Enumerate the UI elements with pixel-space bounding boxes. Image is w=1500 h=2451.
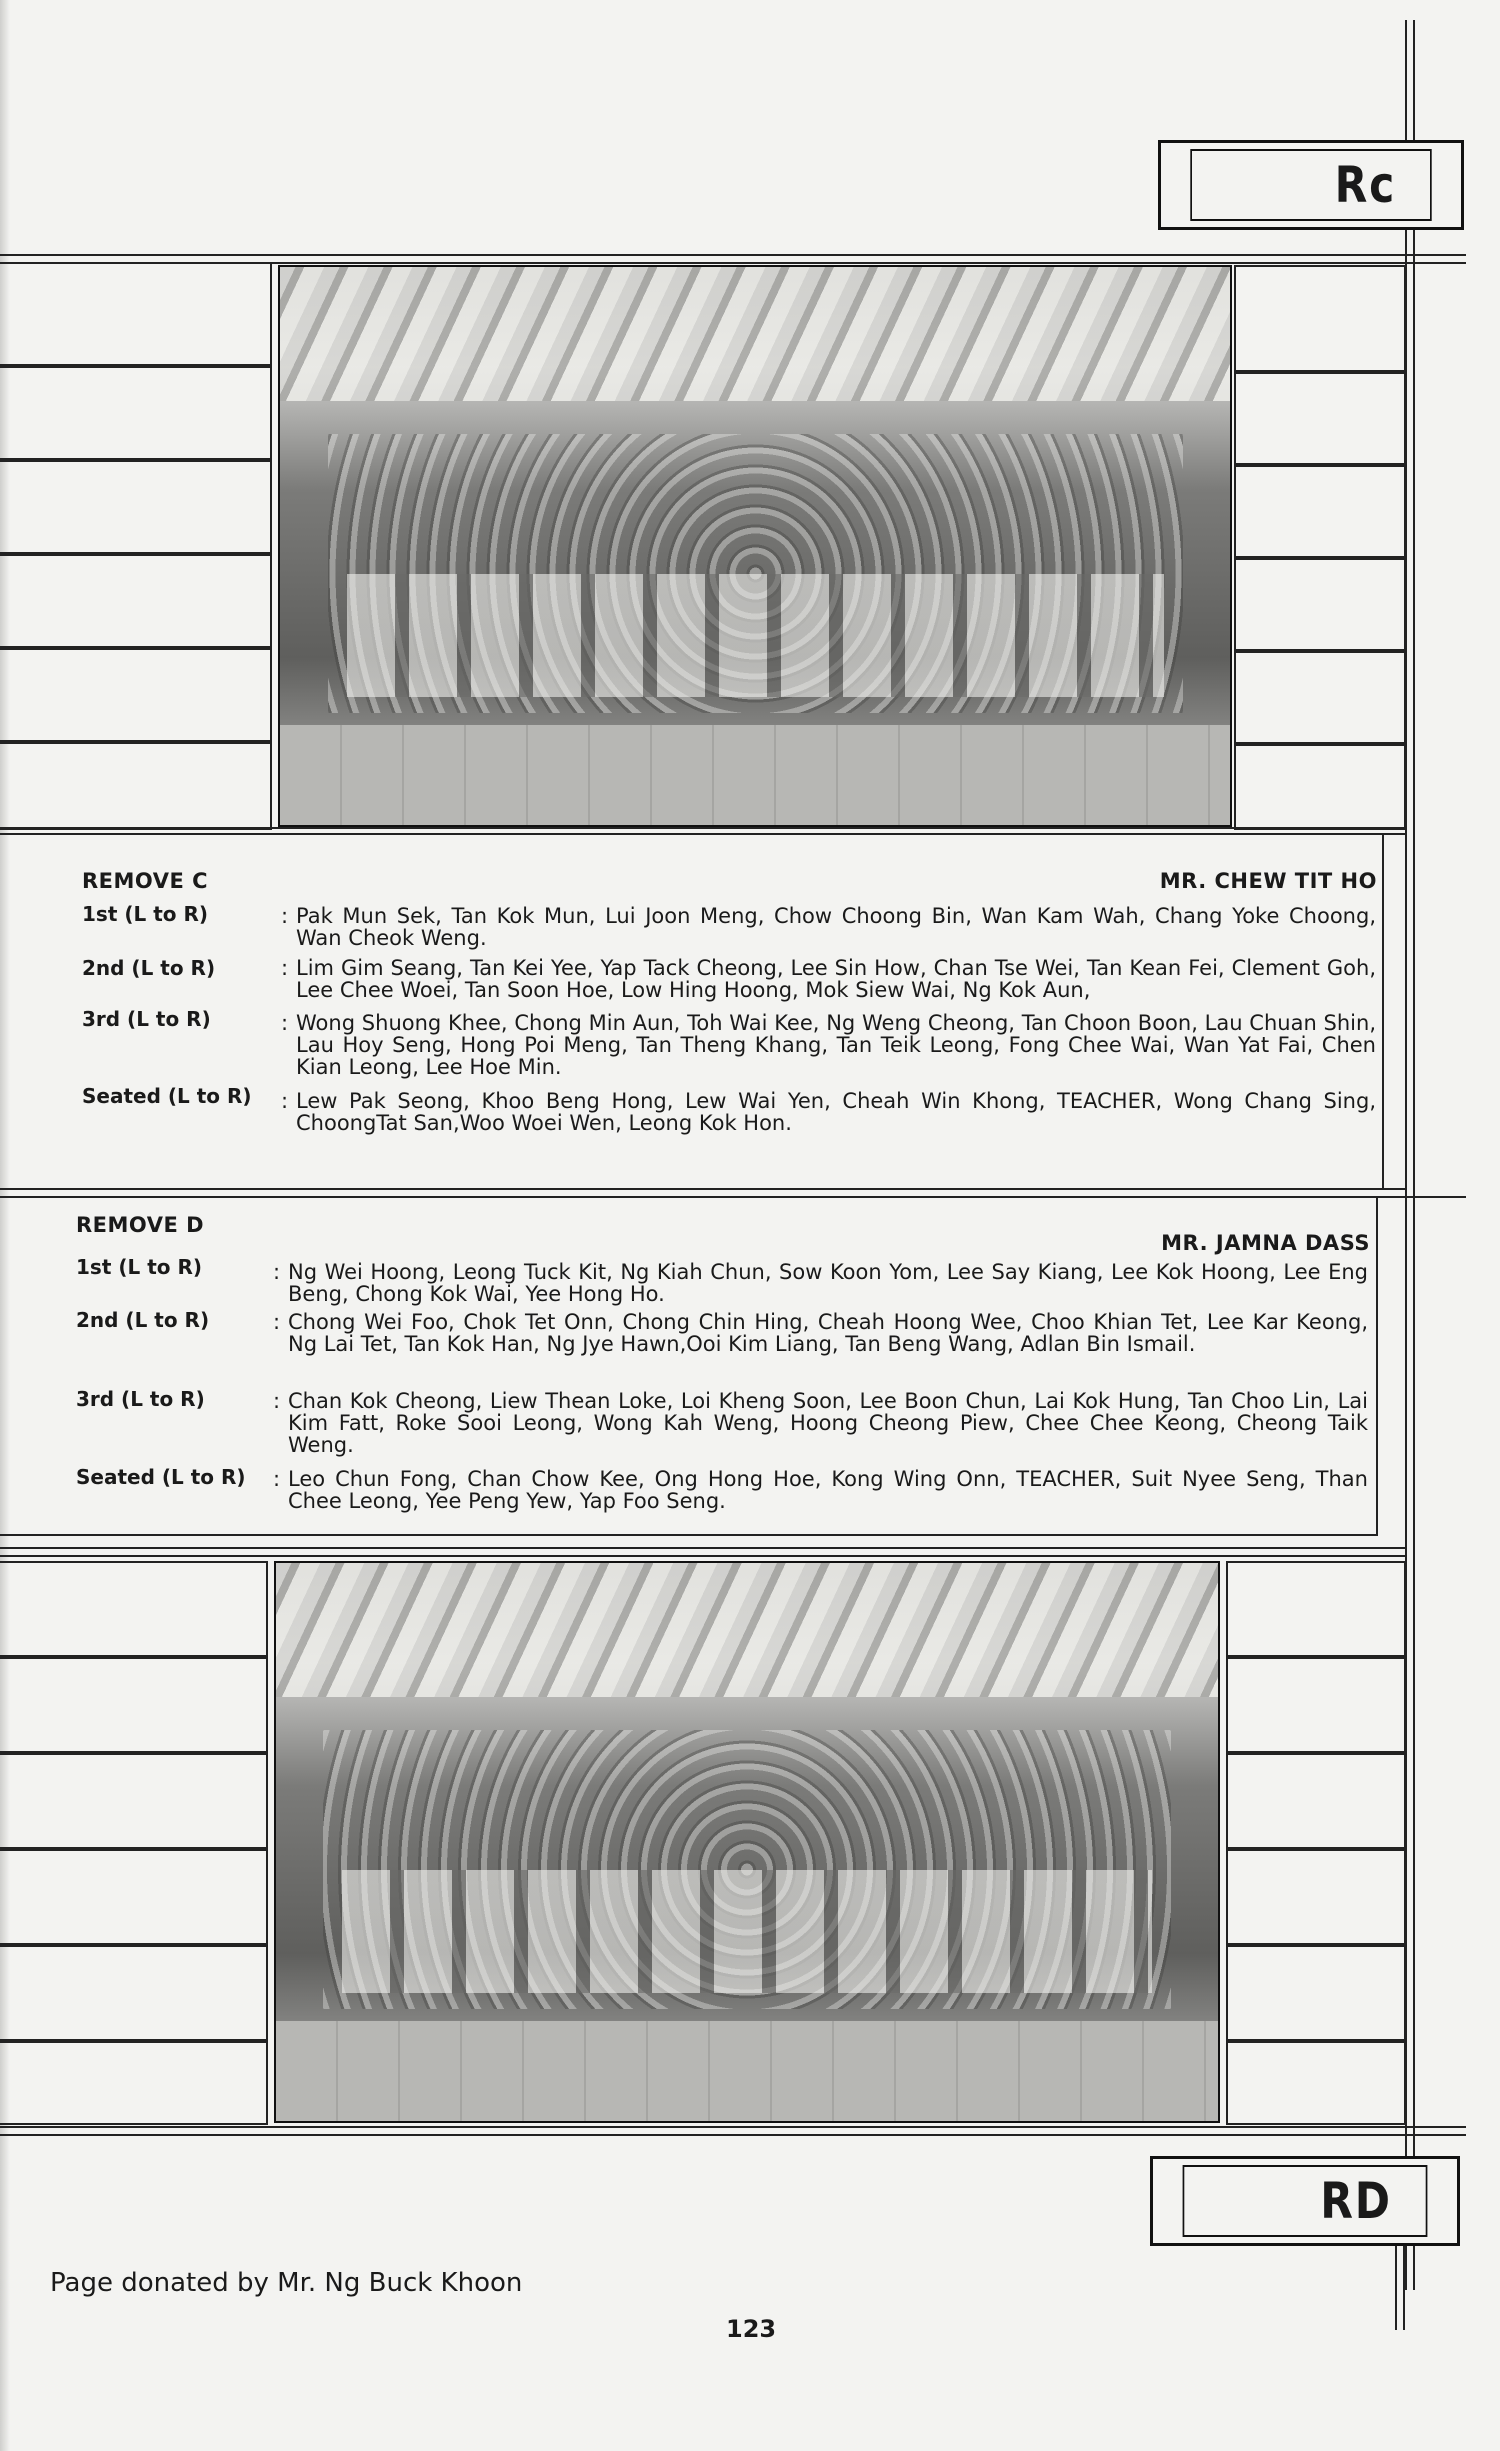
section-d-text-bottom-rule (0, 1547, 1406, 1549)
row-label: 1st (L to R) (76, 1255, 202, 1279)
row-names: : Chan Kok Cheong, Liew Thean Loke, Loi Kheng Soon, Lee Boon Chun, Lai Kok Hung, Tan Choo Lin, Lai Kim Fatt, Roke Sooi Leong, Wong Kah Weng, Hoong Cheong Piew, Chee Chee Keong, Cheong Taik Weng. (288, 1390, 1368, 1456)
class-tag-rd-label: RD (1183, 2165, 1428, 2237)
class-photo-remove-d (274, 1561, 1220, 2123)
top-vertical-rule-2 (1413, 20, 1415, 140)
bottom-vertical-rule (1395, 2246, 1397, 2330)
photo-caption-box (0, 460, 272, 554)
photo-caption-box (1234, 265, 1406, 372)
photo-caption-box (1234, 372, 1406, 465)
row-names: : Lim Gim Seang, Tan Kei Yee, Yap Tack Cheong, Lee Sin How, Chan Tse Wei, Tan Kean Fei, Clement Goh, Lee Chee Woei, Tan Soon Hoe, Low Hing Hoong, Mok Siew Wai, Ng Kok Aun, (296, 957, 1376, 1001)
donation-note: Page donated by Mr. Ng Buck Khoon (50, 2268, 523, 2298)
photo-caption-box (0, 648, 272, 742)
photo-caption-box (1234, 465, 1406, 558)
section-divider (0, 1188, 1406, 1190)
class-tag-rc (1158, 140, 1464, 230)
section-d-text-bottom-rule-2 (0, 1555, 1406, 1557)
photo-caption-box (0, 742, 272, 830)
photo-caption-box (0, 262, 272, 366)
row-label: 3rd (L to R) (82, 1007, 211, 1031)
row-label: 2nd (L to R) (82, 956, 216, 980)
row-names: : Wong Shuong Khee, Chong Min Aun, Toh Wai Kee, Ng Weng Cheong, Tan Choon Boon, Lau Chuan Shin, Lau Hoy Seng, Hong Poi Meng, Tan Theng Khang, Tan Teik Leong, Fong Chee Wai, Wan Yat Fai, Chen Kian Leong, Lee Hoe Min. (296, 1012, 1376, 1078)
class-tag-rc-label: Rc (1190, 149, 1431, 221)
row-names: : Leo Chun Fong, Chan Chow Kee, Ong Hong Hoe, Kong Wing Onn, TEACHER, Suit Nyee Seng, Than Chee Leong, Yee Peng Yew, Yap Foo Seng. (288, 1468, 1368, 1512)
photo-caption-box (0, 1657, 268, 1753)
photo-caption-box (1226, 1753, 1406, 1849)
teacher-name-c: MR. CHEW TIT HO (1159, 869, 1377, 893)
photo-caption-box (1234, 744, 1406, 830)
page-number: 123 (726, 2315, 777, 2343)
class-tag-rd (1150, 2156, 1460, 2246)
photo-caption-box (1226, 2041, 1406, 2125)
photo-caption-box (1226, 1561, 1406, 1657)
photo-caption-box (0, 366, 272, 460)
row-names: : Pak Mun Sek, Tan Kok Mun, Lui Joon Meng, Chow Choong Bin, Wan Kam Wah, Chang Yoke Choong, Wan Cheok Weng. (296, 905, 1376, 949)
section-d-photo-bottom-rule (0, 2126, 1466, 2128)
row-label: 1st (L to R) (82, 902, 208, 926)
top-vertical-rule (1405, 20, 1407, 140)
photo-caption-box (0, 554, 272, 648)
photo-caption-box (1234, 651, 1406, 744)
row-label: 3rd (L to R) (76, 1387, 205, 1411)
photo-caption-box (1234, 558, 1406, 651)
photo-caption-box (1226, 1945, 1406, 2041)
bottom-vertical-rule-2 (1403, 2246, 1405, 2330)
row-label: 2nd (L to R) (76, 1308, 210, 1332)
photo-caption-box (0, 1945, 268, 2041)
class-name-remove-d: REMOVE D (76, 1213, 205, 1237)
right-margin-rule-2 (1413, 230, 1415, 2290)
section-d-photo-bottom-rule-2 (0, 2134, 1466, 2136)
photo-caption-box (0, 2041, 268, 2125)
teacher-name-d: MR. JAMNA DASS (1161, 1231, 1370, 1255)
photo-caption-box (1226, 1657, 1406, 1753)
photo-caption-box (0, 1849, 268, 1945)
row-names: : Lew Pak Seong, Khoo Beng Hong, Lew Wai Yen, Cheah Win Khong, TEACHER, Wong Chang Sing, ChoongTat San,Woo Woei Wen, Leong Kok Hon. (296, 1090, 1376, 1134)
photo-caption-box (0, 1561, 268, 1657)
class-photo-remove-c (278, 265, 1232, 827)
row-names: : Chong Wei Foo, Chok Tet Onn, Chong Chin Hing, Cheah Hoong Wee, Choo Khian Tet, Lee Kar Keong, Ng Lai Tet, Tan Kok Han, Ng Jye Hawn,Ooi Kim Liang, Tan Beng Wang, Adlan Bin Ismail. (288, 1311, 1368, 1355)
row-label: Seated (L to R) (82, 1084, 252, 1108)
section-c-photo-bottom-rule (0, 827, 1406, 829)
section-c-top-rule (0, 254, 1466, 256)
class-name-remove-c: REMOVE C (82, 869, 209, 893)
photo-caption-box (0, 1753, 268, 1849)
row-names: : Ng Wei Hoong, Leong Tuck Kit, Ng Kiah Chun, Sow Koon Yom, Lee Say Kiang, Lee Kok Hoong, Lee Eng Beng, Chong Kok Wai, Yee Hong Ho. (288, 1261, 1368, 1305)
photo-caption-box (1226, 1849, 1406, 1945)
row-label: Seated (L to R) (76, 1465, 246, 1489)
